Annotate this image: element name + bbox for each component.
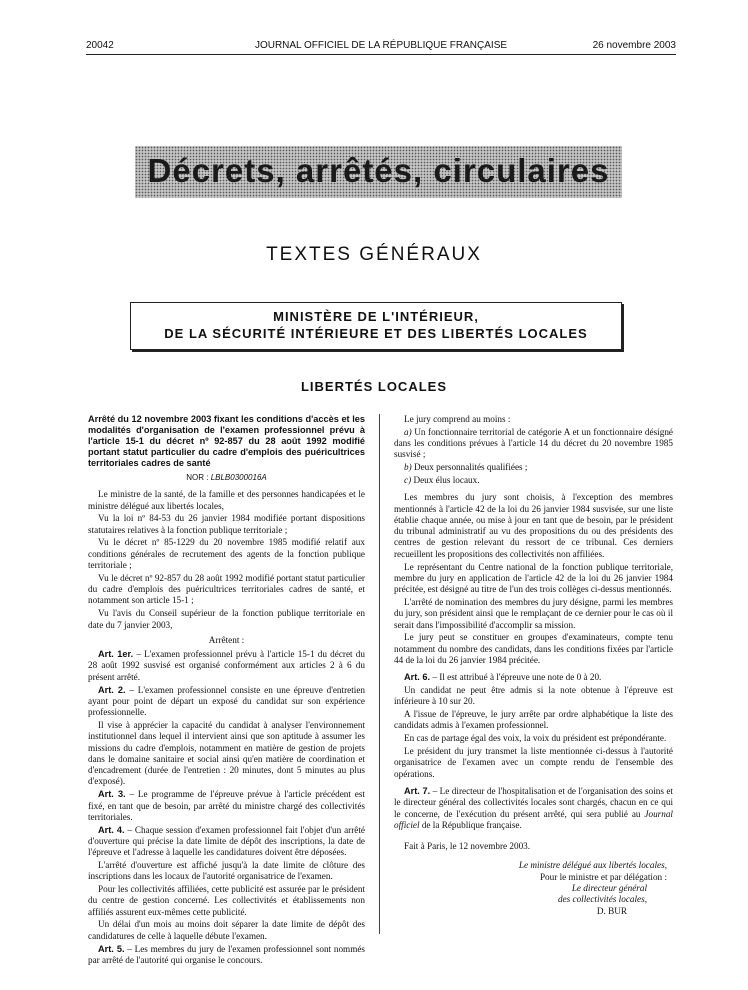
article-text: – L'examen professionnel prévu à l'article 15-1 du décret du 28 août 1992 susvisé est organisé conformément aux articles 2 à 6 du présent arrêté.	[88, 649, 365, 682]
article-paragraph: Pour les collectivités affiliées, cette publicité est assurée par le président du centre de gestion concerné. Les collectivités et établissements non affiliés assurent eux-mêmes cette publicité.	[88, 884, 365, 917]
banner-title: Décrets, arrêtés, circulaires	[147, 152, 610, 189]
article-label: Art. 2.	[98, 684, 126, 695]
jury-item	[394, 427, 673, 461]
arretent-label: Arrêtent :	[208, 634, 245, 645]
signature-line-2: Pour le ministre et par délégation :	[539, 871, 667, 882]
article-text: – Chaque session d'examen professionnel fait l'objet d'un arrêté d'ouverture qui précise la date limite de dépôt des inscriptions, la date de l'épreuve et l'adresse à laquelle les candidatures doivent être déposées.	[88, 824, 365, 858]
signature-block	[394, 860, 673, 916]
jury-intro: Le jury comprend au moins :	[404, 414, 511, 424]
article-text: – Le directeur de l'hospitalisation et de l'organisation des soins et le directeur général des collectivités locales sont chargés, chacun en ce qui le concerne, de l'exécution du présent arrêté, qui sera publié au	[394, 785, 673, 819]
article-text: de la République française.	[419, 819, 522, 830]
jury-item-text: Un fonctionnaire territorial de catégorie A et un fonctionnaire désigné dans les conditions prévues à l'article 14 du décret du 20 novembre 1985 susvisé ;	[394, 426, 673, 460]
article-paragraph: Le représentant du Centre national de la fonction publique territoriale, membre du jury en application de l'article 42 de la loi du 26 janvier 1984 précitée, est désigné au titre de l'un des trois collèges ci-dessus mentionnés.	[394, 561, 673, 595]
article-7	[394, 786, 673, 831]
signatory-name: D. BUR	[596, 905, 627, 916]
jury-item	[394, 462, 673, 473]
article-paragraph: Un candidat ne peut être admis si la note obtenue à l'épreuve est inférieure à 10 sur 20.	[394, 685, 673, 707]
article-text: – Le programme de l'épreuve prévue à l'article précédent est fixé, en tant que de besoin, par arrêté du ministre chargé des collectivités territoriales.	[88, 789, 365, 822]
article-label: Art. 4.	[98, 824, 125, 835]
signature-line-3: Le directeur général	[571, 882, 647, 893]
article-6	[394, 672, 673, 683]
ministry-line-1: MINISTÈRE DE L'INTÉRIEUR,	[273, 309, 479, 324]
jury-item-text: Deux personnalités qualifiées ;	[411, 462, 528, 473]
article-4	[88, 825, 365, 859]
nor-value: LBLB0300016A	[210, 473, 267, 482]
article-2	[88, 685, 365, 719]
article-text: – Il est attribué à l'épreuve une note de 0 à 20.	[430, 672, 602, 683]
subsection-title: LIBERTÉS LOCALES	[300, 379, 447, 394]
section-title: TEXTES GÉNÉRAUX	[266, 244, 482, 265]
right-column	[394, 414, 673, 917]
journal-title: JOURNAL OFFICIEL DE LA RÉPUBLIQUE FRANÇAISE	[254, 40, 508, 51]
article-paragraph: A l'issue de l'épreuve, le jury arrête par ordre alphabétique la liste des candidats admis à l'examen professionnel.	[394, 709, 673, 731]
done-at: Fait à Paris, le 12 novembre 2003.	[404, 841, 531, 852]
signature-line-4: des collectivités locales,	[557, 894, 647, 905]
article-5	[88, 944, 365, 967]
decree-title: Arrêté du 12 novembre 2003 fixant les conditions d'accès et les modalités d'organisation de l'examen professionnel prévu à l'article 15-1 du décret nº 92-857 du 28 août 1992 modifié portant statut particulier du cadre d'emplois des puéricultrices territoriales cadres de santé	[88, 414, 365, 468]
article-text: – L'examen professionnel consiste en une épreuve d'entretien ayant pour point de départ un exposé du candidat sur son expérience professionnelle.	[88, 684, 365, 718]
nor-reference	[88, 472, 365, 483]
visa-paragraph: Vu l'avis du Conseil supérieur de la fonction publique territoriale en date du 7 janvier 2003,	[88, 608, 365, 630]
article-paragraph: L'arrêté d'ouverture est affiché jusqu'à la date limite de clôture des inscriptions dans les locaux de l'autorité organisatrice de l'examen.	[88, 860, 365, 882]
left-column	[88, 414, 365, 968]
article-paragraph: Le jury peut se constituer en groupes d'examinateurs, compte tenu notamment du nombre des candidats, dans les conditions fixées par l'article 44 de la loi du 26 janvier 1984 précitée.	[394, 632, 673, 665]
visa-paragraph: Le ministre de la santé, de la famille et des personnes handicapées et le ministre délégué aux libertés locales,	[88, 489, 365, 511]
ministry-box	[130, 302, 622, 350]
page-header	[86, 40, 676, 54]
page-number: 20042	[86, 40, 114, 51]
article-3	[88, 789, 365, 823]
jury-item-letter: a)	[404, 426, 412, 437]
article-label: Art. 5.	[98, 943, 125, 954]
article-paragraph: L'arrêté de nomination des membres du jury désigne, parmi les membres du jury, son président ainsi que le remplaçant de ce dernier pour le cas où il serait dans l'impossibilité d'accomplir sa mission.	[394, 596, 673, 630]
article-1	[88, 649, 365, 683]
nor-label: NOR :	[186, 473, 211, 482]
article-paragraph: En cas de partage égal des voix, la voix du président est prépondérante.	[404, 733, 667, 744]
column-divider	[379, 414, 380, 934]
article-paragraph: Les membres du jury sont choisis, à l'exception des membres mentionnés à l'article 42 de la loi du 26 janvier 1984 susvisée, sur une liste établie chaque année, ou mise à jour en tant que de besoin, par le président du tribunal administratif au vu des propositions du ou des présidents des centres de gestion relevant du ressort de ce tribunal. Ces derniers recueillent les propositions des collectivités non affiliées.	[394, 492, 673, 559]
visa-paragraph: Vu le décret nº 92-857 du 28 août 1992 modifié portant statut particulier du cadre d'emplois des puéricultrices territoriales cadres de santé, et notamment son article 15-1 ;	[88, 572, 365, 606]
journal-reference: Journal officiel	[394, 808, 673, 830]
article-paragraph: Un délai d'un mois au moins doit séparer la date limite de dépôt des candidatures de celle à laquelle débute l'examen.	[88, 919, 365, 941]
ministry-line-2: DE LA SÉCURITÉ INTÉRIEURE ET DES LIBERTÉS LOCALES	[164, 326, 588, 341]
jury-item-letter: b)	[404, 462, 412, 473]
jury-item-letter: c)	[404, 474, 412, 485]
article-label: Art. 3.	[98, 789, 126, 800]
section-banner	[135, 146, 622, 198]
jury-item	[394, 475, 673, 486]
issue-date: 26 novembre 2003	[592, 40, 676, 51]
article-paragraph: Il vise à apprécier la capacité du candidat à analyser l'environnement institutionnel dans lequel il intervient ainsi que son aptitude à assumer les missions du cadre d'emplois, notamment en matière de gestion de projets dans le domaine sanitaire et social ainsi qu'en matière de coordination et d'encadrement (durée de l'entretien : 20 minutes, dont 5 minutes au plus d'exposé).	[88, 719, 365, 787]
signature-line-1: Le ministre délégué aux libertés locales,	[518, 860, 667, 871]
visa-paragraph: Vu le décret nº 85-1229 du 20 novembre 1985 modifié relatif aux conditions générales de recrutement des agents de la fonction publique territoriale ;	[88, 537, 365, 571]
article-label: Art. 6.	[404, 672, 431, 683]
article-paragraph: Le président du jury transmet la liste mentionnée ci-dessus à l'autorité organisatrice de l'examen avec un compte rendu de l'ensemble des opérations.	[394, 746, 673, 779]
header-rule	[86, 54, 676, 55]
jury-item-text: Deux élus locaux.	[411, 474, 480, 485]
visa-paragraph: Vu la loi nº 84-53 du 26 janvier 1984 modifiée portant dispositions statutaires relatives à la fonction publique territoriale ;	[88, 513, 365, 535]
article-label: Art. 7.	[404, 785, 431, 796]
article-label: Art. 1er.	[98, 649, 134, 660]
article-text: – Les membres du jury de l'examen professionnel sont nommés par arrêté de l'autorité qui organise le concours.	[88, 943, 365, 965]
